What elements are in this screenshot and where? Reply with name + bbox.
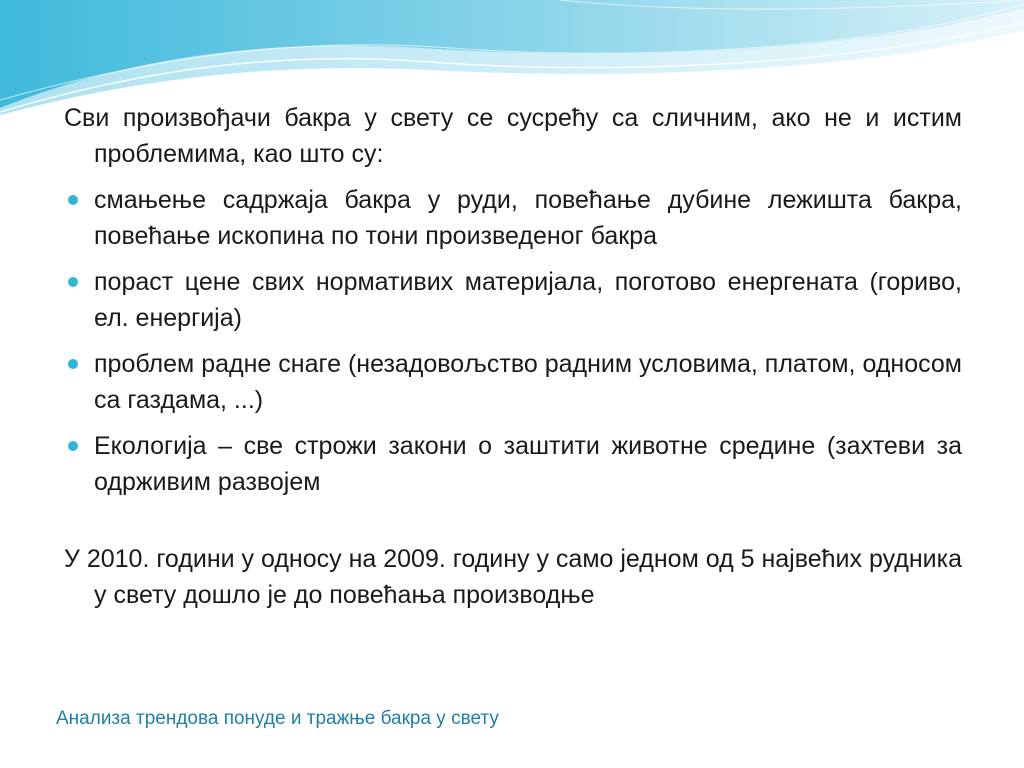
slide-content	[64, 100, 962, 623]
problem-list	[64, 182, 962, 500]
list-item	[64, 182, 962, 254]
bullet-dot-icon	[68, 441, 78, 451]
list-item-text: Екологија – све строжи закони о заштити животне средине (захтеви за одрживим развојем	[94, 432, 962, 496]
list-item	[64, 346, 962, 418]
bullet-dot-icon	[68, 277, 78, 287]
bullet-dot-icon	[68, 195, 78, 205]
bullet-dot-icon	[68, 359, 78, 369]
list-item-text: проблем радне снаге (незадовољство радним условима, платом, односом са газдама, ...)	[94, 350, 962, 414]
slide-footer: Анализа трендова понуде и тражње бакра у свету	[56, 708, 499, 729]
list-item	[64, 428, 962, 500]
list-item-text: смањење садржаја бакра у руди, повећање дубине лежишта бакра, повећање ископина по тони произведеног бакра	[94, 186, 962, 250]
conclusion-paragraph: У 2010. години у односу на 2009. годину у само једном од 5 највећих рудника у свету дошло је до повећања производње	[64, 545, 962, 609]
intro-paragraph: Сви произвођачи бакра у свету се сусрећу са сличним, ако не и истим проблемима, као што су:	[64, 104, 962, 168]
list-item	[64, 264, 962, 336]
list-item-text: пораст цене свих нормативих материјала, поготово енергената (гориво, ел. енергија)	[94, 268, 962, 332]
